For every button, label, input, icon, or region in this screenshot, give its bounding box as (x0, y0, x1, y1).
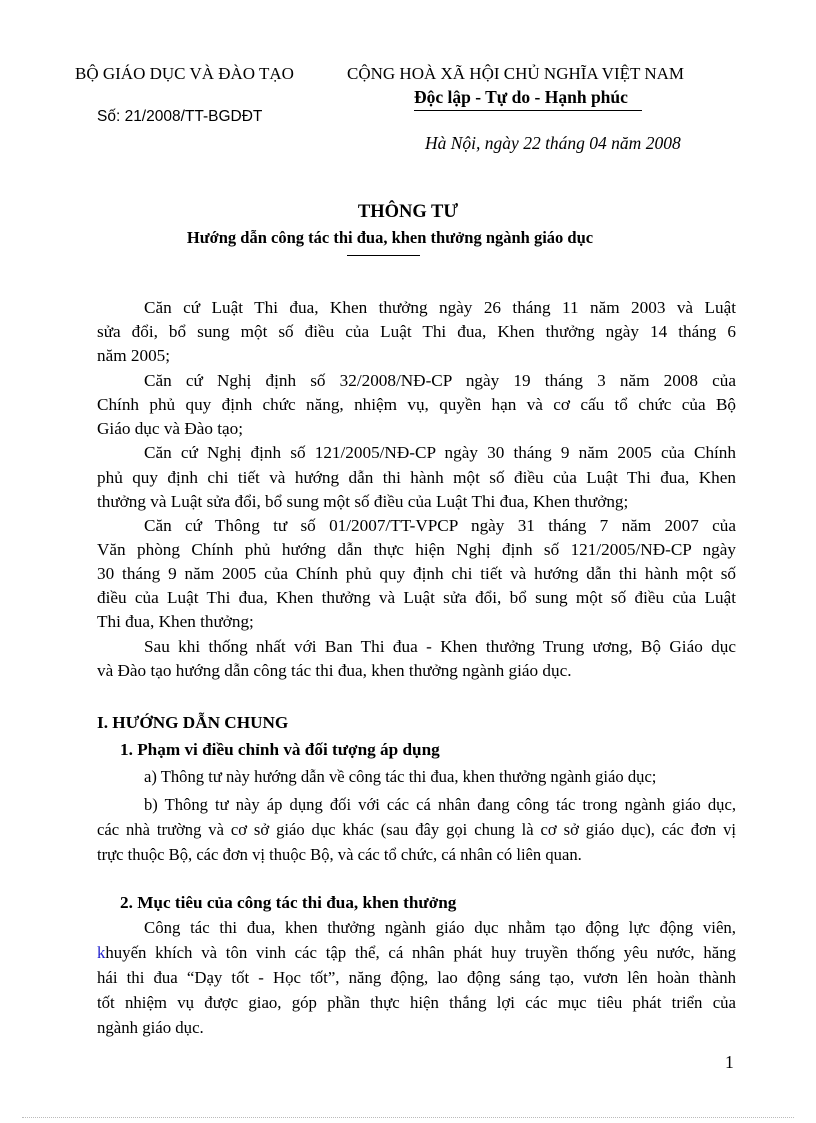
country-name: CỘNG HOÀ XÃ HỘI CHỦ NGHĨA VIỆT NAM (347, 64, 685, 83)
place-date: Hà Nội, ngày 22 tháng 04 năm 2008 (425, 133, 681, 153)
document-subtitle: Hướng dẫn công tác thi đua, khen thưởng ngành giáo dục (186, 228, 594, 247)
text-line (97, 943, 736, 963)
item-a: a) Thông tư này hướng dẫn về công tác thi đua, khen thưởng ngành giáo dục; (144, 767, 657, 786)
text-line: Căn cứ Luật Thi đua, Khen thưởng ngày 26 tháng 11 năm 2003 và Luật (144, 298, 736, 317)
text-line: Giáo dục và Đào tạo; (97, 419, 244, 438)
page-number: 1 (725, 1052, 734, 1072)
text-line: Chính phủ quy định chức năng, nhiệm vụ, quyền hạn và cơ cấu tổ chức của Bộ (97, 395, 736, 414)
text-line: trực thuộc Bộ, các đơn vị thuộc Bộ, và các tổ chức, cá nhân có liên quan. (97, 845, 582, 864)
ministry-name: BỘ GIÁO DỤC VÀ ĐÀO TẠO (75, 64, 294, 83)
text-line: và Đào tạo hướng dẫn công tác thi đua, khen thưởng ngành giáo dục. (97, 661, 572, 680)
text-line: Căn cứ Nghị định số 32/2008/NĐ-CP ngày 19 tháng 3 năm 2008 của (144, 371, 736, 390)
national-motto: Độc lập - Tự do - Hạnh phúc (414, 87, 628, 107)
text-line: Thi đua, Khen thưởng; (97, 612, 254, 631)
subsection-heading-scope: 1. Phạm vi điều chỉnh và đối tượng áp dụng (120, 740, 440, 759)
text-line: Công tác thi đua, khen thưởng ngành giáo dục nhằm tạo động lực động viên, (144, 918, 736, 937)
highlighted-letter: k (97, 943, 106, 962)
page-bottom-border (22, 1117, 794, 1118)
text-line: phủ quy định chi tiết và hướng dẫn thi hành một số điều của Luật Thi đua, Khen (97, 468, 736, 487)
text-line: Căn cứ Nghị định số 121/2005/NĐ-CP ngày 30 tháng 9 năm 2005 của Chính (144, 443, 736, 462)
text-line: sửa đổi, bổ sung một số điều của Luật Thi đua, Khen thưởng ngày 14 tháng 6 (97, 322, 736, 341)
text-line: Văn phòng Chính phủ hướng dẫn thực hiện Nghị định số 121/2005/NĐ-CP ngày (97, 540, 736, 559)
document-title: THÔNG TƯ (357, 202, 459, 222)
title-divider (347, 255, 420, 256)
subsection-heading-goals: 2. Mục tiêu của công tác thi đua, khen thưởng (120, 893, 457, 912)
text-line: Căn cứ Thông tư số 01/2007/TT-VPCP ngày 31 tháng 7 năm 2007 của (144, 516, 736, 535)
text-line: Sau khi thống nhất với Ban Thi đua - Khen thưởng Trung ương, Bộ Giáo dục (144, 637, 736, 656)
text-line: thưởng và Luật sửa đổi, bổ sung một số điều của Luật Thi đua, Khen thưởng; (97, 492, 629, 511)
text-line: tốt nhiệm vụ được giao, góp phần thực hiện thắng lợi các mục tiêu phát triển của (97, 993, 736, 1012)
section-heading: I. HƯỚNG DẪN CHUNG (97, 713, 289, 732)
text-line: ngành giáo dục. (97, 1018, 204, 1037)
text-span: huyến khích và tôn vinh các tập thể, cá nhân phát huy truyền thống yêu nước, hăng (105, 943, 736, 962)
document-number: Số: 21/2008/TT-BGDĐT (97, 108, 263, 125)
text-line: b) Thông tư này áp dụng đối với các cá nhân đang công tác trong ngành giáo dục, (144, 795, 736, 814)
motto-underline (414, 110, 642, 111)
text-line: hái thi đua “Dạy tốt - Học tốt”, năng động, lao động sáng tạo, vươn lên hoàn thành (97, 968, 736, 987)
text-line: các nhà trường và cơ sở giáo dục khác (sau đây gọi chung là cơ sở giáo dục), các đơn vị (97, 820, 736, 839)
text-line: năm 2005; (97, 346, 171, 365)
text-line: điều của Luật Thi đua, Khen thưởng và Luật sửa đổi, bổ sung một số điều của Luật (97, 588, 736, 607)
text-line: 30 tháng 9 năm 2005 của Chính phủ quy định chi tiết và hướng dẫn thi hành một số (97, 564, 736, 583)
